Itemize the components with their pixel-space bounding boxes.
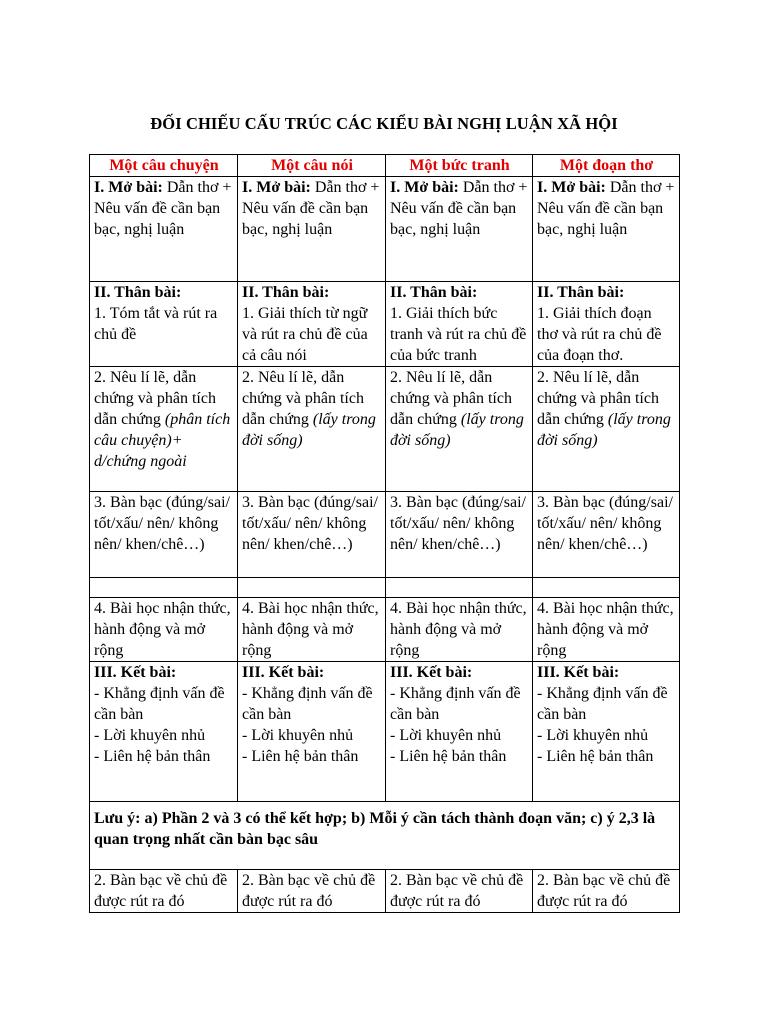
cell-ban-bac-chu-de: 2. Bàn bạc về chủ đề được rút ra đó bbox=[238, 870, 386, 913]
ket-bai-heading: III. Kết bài: bbox=[537, 664, 620, 681]
mo-bai-heading: I. Mở bài: bbox=[94, 179, 163, 196]
mo-bai-heading: I. Mở bài: bbox=[242, 179, 311, 196]
than-bai-heading: II. Thân bài: bbox=[242, 284, 330, 301]
ket-bai-heading: III. Kết bài: bbox=[94, 664, 177, 681]
ket-bai-line: - Lời khuyên nhủ bbox=[242, 727, 354, 744]
cell-mo-bai bbox=[90, 177, 238, 282]
cell-ban-bac-chu-de: 2. Bàn bạc về chủ đề được rút ra đó bbox=[386, 870, 533, 913]
cell-ban-bac-chu-de: 2. Bàn bạc về chủ đề được rút ra đó bbox=[90, 870, 238, 913]
cell-ket-bai bbox=[386, 662, 533, 802]
cell-than-bai bbox=[90, 282, 238, 367]
mo-bai-text: Dẫn thơ + Nêu vấn đề cần bạn bạc, nghị luận bbox=[390, 179, 528, 238]
empty-cell bbox=[90, 578, 238, 598]
cell-bai-hoc: 4. Bài học nhận thức, hành động và mở rộng bbox=[386, 598, 533, 662]
li-le-italic: (lấy trong đời sống) bbox=[390, 411, 524, 449]
row-bai-hoc bbox=[90, 598, 680, 662]
li-le-italic: (lấy trong đời sống) bbox=[537, 411, 671, 449]
header-doan-tho: Một đoạn thơ bbox=[533, 155, 680, 177]
cell-ban-bac: 3. Bàn bạc (đúng/sai/ tốt/xấu/ nên/ không nên/ khen/chê…) bbox=[386, 492, 533, 578]
mo-bai-text: Dẫn thơ + Nêu vấn đề cần bạn bạc, nghị luận bbox=[537, 179, 675, 238]
ket-bai-line: - Liên hệ bản thân bbox=[242, 748, 359, 765]
mo-bai-heading: I. Mở bài: bbox=[390, 179, 459, 196]
cell-neu-li-le bbox=[386, 367, 533, 492]
cell-ban-bac: 3. Bàn bạc (đúng/sai/ tốt/xấu/ nên/ không nên/ khen/chê…) bbox=[533, 492, 680, 578]
ket-bai-line: - Khẳng định vấn đề cần bàn bbox=[94, 685, 225, 723]
ket-bai-line: - Liên hệ bản thân bbox=[390, 748, 507, 765]
cell-ket-bai bbox=[238, 662, 386, 802]
row-ban-bac-chu-de bbox=[90, 870, 680, 913]
cell-ket-bai bbox=[90, 662, 238, 802]
than-bai-heading: II. Thân bài: bbox=[94, 284, 182, 301]
ket-bai-heading: III. Kết bài: bbox=[242, 664, 325, 681]
row-than-bai bbox=[90, 282, 680, 367]
than-bai-item: 1. Giải thích bức tranh và rút ra chủ đề của bức tranh bbox=[390, 305, 527, 364]
header-buc-tranh: Một bức tranh bbox=[386, 155, 533, 177]
cell-bai-hoc: 4. Bài học nhận thức, hành động và mở rộng bbox=[90, 598, 238, 662]
li-le-text: 2. Nêu lí lẽ, dẫn chứng và phân tích dẫn chứng bbox=[537, 369, 659, 428]
ket-bai-line: - Khẳng định vấn đề cần bàn bbox=[537, 685, 668, 723]
cell-ket-bai bbox=[533, 662, 680, 802]
cell-bai-hoc: 4. Bài học nhận thức, hành động và mở rộng bbox=[238, 598, 386, 662]
than-bai-heading: II. Thân bài: bbox=[537, 284, 625, 301]
empty-cell bbox=[238, 578, 386, 598]
cell-bai-hoc: 4. Bài học nhận thức, hành động và mở rộng bbox=[533, 598, 680, 662]
than-bai-heading: II. Thân bài: bbox=[390, 284, 478, 301]
empty-cell bbox=[533, 578, 680, 598]
empty-cell bbox=[386, 578, 533, 598]
ket-bai-line: - Liên hệ bản thân bbox=[94, 748, 211, 765]
cell-than-bai bbox=[238, 282, 386, 367]
header-cau-chuyen: Một câu chuyện bbox=[90, 155, 238, 177]
header-cau-noi: Một câu nói bbox=[238, 155, 386, 177]
cell-than-bai bbox=[533, 282, 680, 367]
row-mo-bai bbox=[90, 177, 680, 282]
cell-ban-bac-chu-de: 2. Bàn bạc về chủ đề được rút ra đó bbox=[533, 870, 680, 913]
row-neu-li-le bbox=[90, 367, 680, 492]
than-bai-item: 1. Giải thích từ ngữ và rút ra chủ đề của cả câu nói bbox=[242, 305, 368, 364]
ket-bai-line: - Liên hệ bản thân bbox=[537, 748, 654, 765]
ket-bai-heading: III. Kết bài: bbox=[390, 664, 473, 681]
ket-bai-line: - Khẳng định vấn đề cần bàn bbox=[390, 685, 521, 723]
cell-ban-bac: 3. Bàn bạc (đúng/sai/ tốt/xấu/ nên/ không nên/ khen/chê…) bbox=[238, 492, 386, 578]
ket-bai-line: - Lời khuyên nhủ bbox=[537, 727, 649, 744]
luu-y-note: Lưu ý: a) Phần 2 và 3 có thể kết hợp; b) Mỗi ý cần tách thành đoạn văn; c) ý 2,3 là quan trọng nhất cần bàn bạc sâu bbox=[90, 802, 680, 870]
mo-bai-text: Dẫn thơ + Nêu vấn đề cần bạn bạc, nghị luận bbox=[94, 179, 232, 238]
cell-neu-li-le bbox=[533, 367, 680, 492]
cell-neu-li-le bbox=[238, 367, 386, 492]
than-bai-item: 1. Giải thích đoạn thơ và rút ra chủ đề của đoạn thơ. bbox=[537, 305, 662, 364]
than-bai-item: 1. Tóm tắt và rút ra chủ đề bbox=[94, 305, 218, 343]
cell-mo-bai bbox=[533, 177, 680, 282]
cell-mo-bai bbox=[238, 177, 386, 282]
row-ket-bai bbox=[90, 662, 680, 802]
ket-bai-line: - Lời khuyên nhủ bbox=[94, 727, 206, 744]
page-title: ĐỐI CHIẾU CẤU TRÚC CÁC KIỂU BÀI NGHỊ LUẬN XÃ HỘI bbox=[150, 114, 618, 133]
comparison-table bbox=[89, 154, 680, 913]
li-le-text: 2. Nêu lí lẽ, dẫn chứng và phân tích dẫn chứng bbox=[94, 369, 216, 428]
li-le-text: 2. Nêu lí lẽ, dẫn chứng và phân tích dẫn chứng bbox=[390, 369, 512, 428]
cell-ban-bac: 3. Bàn bạc (đúng/sai/ tốt/xấu/ nên/ không nên/ khen/chê…) bbox=[90, 492, 238, 578]
li-le-text: 2. Nêu lí lẽ, dẫn chứng và phân tích dẫn chứng bbox=[242, 369, 364, 428]
mo-bai-text: Dẫn thơ + Nêu vấn đề cần bạn bạc, nghị luận bbox=[242, 179, 380, 238]
row-empty bbox=[90, 578, 680, 598]
cell-mo-bai bbox=[386, 177, 533, 282]
mo-bai-heading: I. Mở bài: bbox=[537, 179, 606, 196]
cell-than-bai bbox=[386, 282, 533, 367]
ket-bai-line: - Khẳng định vấn đề cần bàn bbox=[242, 685, 373, 723]
row-ban-bac bbox=[90, 492, 680, 578]
li-le-italic: (lấy trong đời sống) bbox=[242, 411, 376, 449]
li-le-italic: (phân tích câu chuyện)+ d/chứng ngoài bbox=[94, 411, 231, 470]
ket-bai-line: - Lời khuyên nhủ bbox=[390, 727, 502, 744]
table-header-row bbox=[90, 155, 680, 177]
row-luu-y bbox=[90, 802, 680, 870]
cell-neu-li-le bbox=[90, 367, 238, 492]
